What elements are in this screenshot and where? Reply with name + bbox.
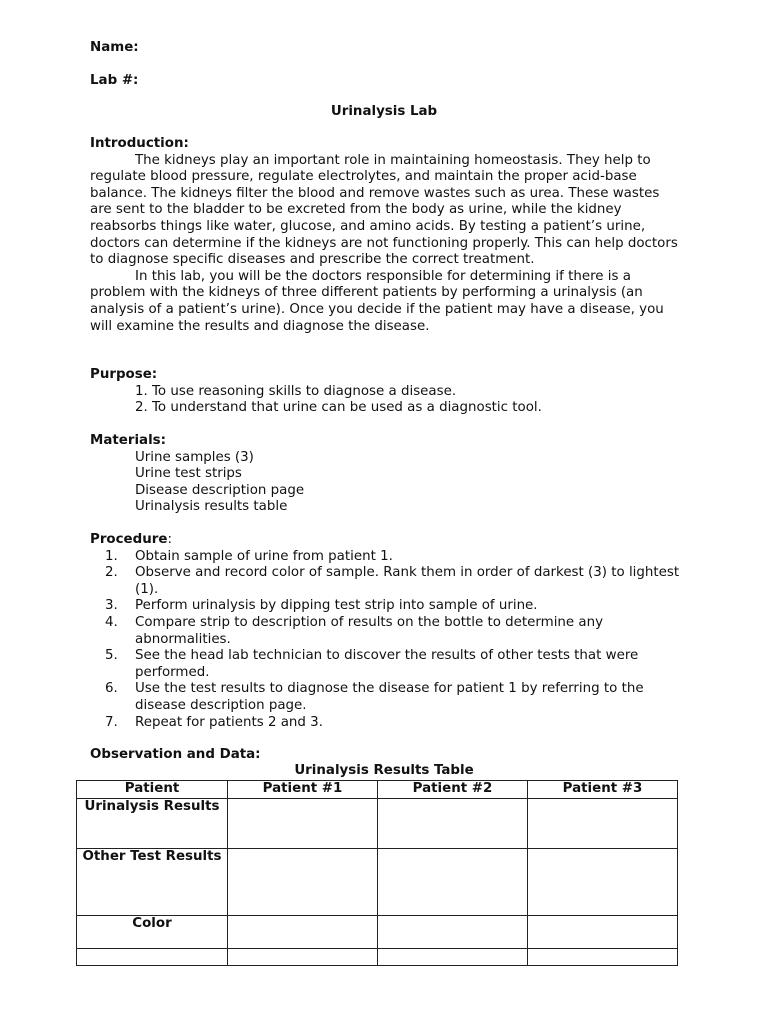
materials-heading: Materials:	[90, 433, 166, 448]
materials-list	[90, 450, 680, 516]
column-header: Patient	[77, 781, 228, 799]
list-item	[90, 681, 680, 714]
column-header: Patient #3	[528, 781, 678, 799]
procedure-heading-colon: :	[167, 532, 172, 547]
procedure-heading: Procedure	[90, 532, 168, 547]
list-item: Urine samples (3)	[135, 449, 254, 465]
step-text: Compare strip to description of results on the bottle to determine any abnormalities.	[135, 614, 604, 647]
list-item: Urinalysis results table	[135, 499, 288, 515]
step-number: 7.	[105, 714, 118, 730]
step-number: 5.	[105, 648, 118, 664]
patient-1-color-cell[interactable]	[228, 915, 378, 948]
lab-number-label: Lab #:	[90, 73, 139, 88]
introduction-heading: Introduction:	[90, 136, 189, 151]
patient-2-urinalysis-cell[interactable]	[378, 798, 528, 848]
procedure-section	[90, 532, 680, 731]
step-number: 2.	[105, 565, 118, 581]
introduction-section	[90, 136, 680, 335]
patient-3-other-tests-cell[interactable]	[528, 848, 678, 915]
list-item	[90, 648, 680, 681]
table-header-row	[77, 781, 678, 799]
row-header: Other Test Results	[77, 848, 228, 915]
observation-heading: Observation and Data:	[90, 747, 261, 762]
list-item: 2. To understand that urine can be used as a diagnostic tool.	[135, 400, 542, 416]
table-row	[77, 848, 678, 915]
patient-3-extra-cell[interactable]	[528, 948, 678, 965]
row-header: Color	[77, 915, 228, 948]
procedure-list	[90, 549, 680, 732]
procedure-heading-line	[90, 532, 680, 549]
list-item: Disease description page	[135, 482, 305, 498]
patient-3-urinalysis-cell[interactable]	[528, 798, 678, 848]
step-number: 3.	[105, 598, 118, 614]
table-row	[77, 948, 678, 965]
patient-3-color-cell[interactable]	[528, 915, 678, 948]
step-text: Repeat for patients 2 and 3.	[135, 714, 323, 730]
list-item	[90, 549, 680, 566]
step-text: Use the test results to diagnose the disease for patient 1 by referring to the disease description page.	[135, 681, 644, 713]
table-row	[77, 915, 678, 948]
results-table-title: Urinalysis Results Table	[294, 763, 474, 778]
list-item	[90, 715, 680, 732]
list-item	[90, 598, 680, 615]
list-item	[90, 565, 680, 598]
list-item	[90, 615, 680, 648]
patient-1-other-tests-cell[interactable]	[228, 848, 378, 915]
row-header	[77, 948, 228, 965]
patient-2-color-cell[interactable]	[378, 915, 528, 948]
step-number: 4.	[105, 614, 118, 630]
purpose-section	[90, 367, 680, 417]
table-row	[77, 798, 678, 848]
column-header: Patient #1	[228, 781, 378, 799]
purpose-list	[90, 384, 680, 417]
step-text: Perform urinalysis by dipping test strip into sample of urine.	[135, 598, 538, 614]
row-header: Urinalysis Results	[77, 798, 228, 848]
purpose-heading: Purpose:	[90, 367, 158, 382]
patient-2-other-tests-cell[interactable]	[378, 848, 528, 915]
list-item: 1. To use reasoning skills to diagnose a disease.	[135, 383, 457, 399]
patient-1-urinalysis-cell[interactable]	[228, 798, 378, 848]
patient-2-extra-cell[interactable]	[378, 948, 528, 965]
step-text: Obtain sample of urine from patient 1.	[135, 548, 393, 564]
step-number: 1.	[105, 548, 118, 564]
list-item: Urine test strips	[135, 466, 242, 482]
materials-section	[90, 433, 680, 516]
step-number: 6.	[105, 681, 118, 697]
introduction-paragraph-1: The kidneys play an important role in maintaining homeostasis. They help to regulate blood pressure, regulate electrolytes, and maintain the proper acid-base balance. The kidneys filter the blood and remove wastes such as urea. These wastes are sent to the bladder to be excreted from the body as urine, while the kidney reabsorbs things like water, glucose, and amino acids. By testing a patient’s urine, doctors can determine if the kidneys are not functioning properly. This can help doctors to diagnose specific diseases and prescribe the correct treatment.	[90, 152, 678, 268]
name-label: Name:	[90, 40, 139, 55]
column-header: Patient #2	[378, 781, 528, 799]
step-text: Observe and record color of sample. Rank them in order of darkest (3) to lightest (1).	[135, 565, 680, 597]
introduction-paragraph-2: In this lab, you will be the doctors responsible for determining if there is a problem with the kidneys of three different patients by performing a urinalysis (an analysis of a patient’s urine). Once you decide if the patient may have a disease, you will examine the results and diagnose the disease.	[90, 268, 664, 334]
page-title: Urinalysis Lab	[330, 104, 438, 119]
results-table	[76, 780, 678, 966]
step-text: See the head lab technician to discover the results of other tests that were performed.	[135, 648, 639, 680]
patient-1-extra-cell[interactable]	[228, 948, 378, 965]
